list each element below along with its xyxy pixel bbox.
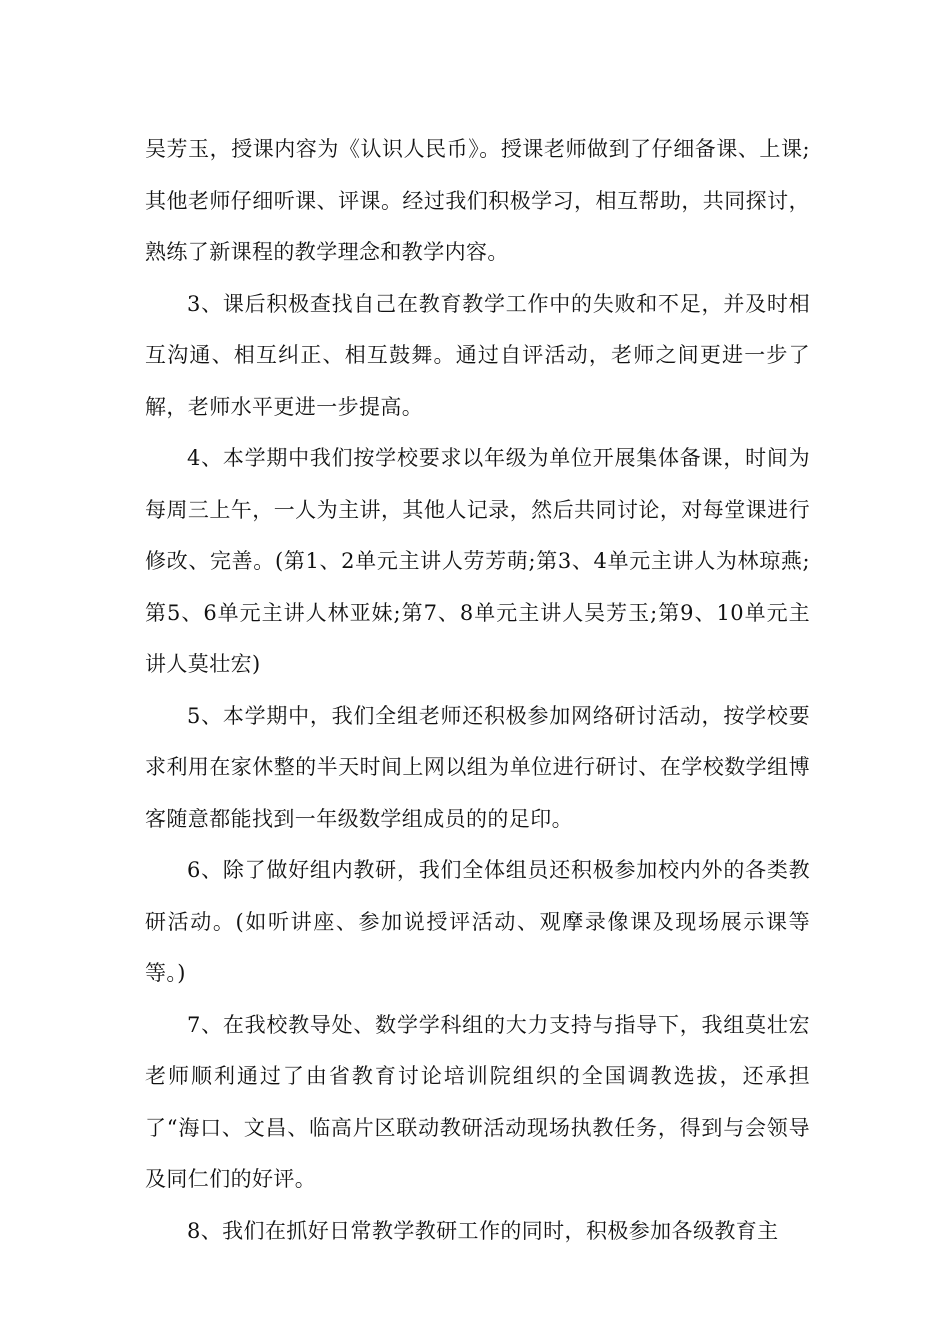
paragraph-item-4: 4、本学期中我们按学校要求以年级为单位开展集体备课，时间为每周三上午，一人为主讲，其他人记录，然后共同讨论，对每堂课进行修改、完善。(第1、2单元主讲人劳芳萌;第3、4单元主讲人为林琼燕;第5、6单元主讲人林亚妹;第7、8单元主讲人吴芳玉;第9、10单元主讲人莫壮宏) — [145, 446, 810, 676]
paragraph-continuation: 吴芳玉，授课内容为《认识人民币》。授课老师做到了仔细备课、上课;其他老师仔细听课、评课。经过我们积极学习，相互帮助，共同探讨，熟练了新课程的教学理念和教学内容。 — [145, 137, 810, 264]
paragraph-item-3: 3、课后积极查找自己在教育教学工作中的失败和不足，并及时相互沟通、相互纠正、相互鼓舞。通过自评活动，老师之间更进一步了解，老师水平更进一步提高。 — [145, 291, 810, 419]
paragraph-item-5: 5、本学期中，我们全组老师还积极参加网络研讨活动，按学校要求利用在家休整的半天时间上网以组为单位进行研讨、在学校数学组博客随意都能找到一年级数学组成员的的足印。 — [145, 703, 810, 831]
paragraph-item-8: 8、我们在抓好日常教学教研工作的同时，积极参加各级教育主 — [187, 1218, 779, 1243]
paragraph-item-6: 6、除了做好组内教研，我们全体组员还积极参加校内外的各类教研活动。(如听讲座、参加说授评活动、观摩录像课及现场展示课等等。) — [145, 858, 810, 985]
document-body — [145, 124, 810, 1257]
paragraph-item-7: 7、在我校教导处、数学学科组的大力支持与指导下，我组莫壮宏老师顺利通过了由省教育讨论培训院组织的全国调教选拔，还承担了“海口、文昌、临高片区联动教研活动现场执教任务，得到与会领导及同仁们的好评。 — [145, 1012, 810, 1191]
